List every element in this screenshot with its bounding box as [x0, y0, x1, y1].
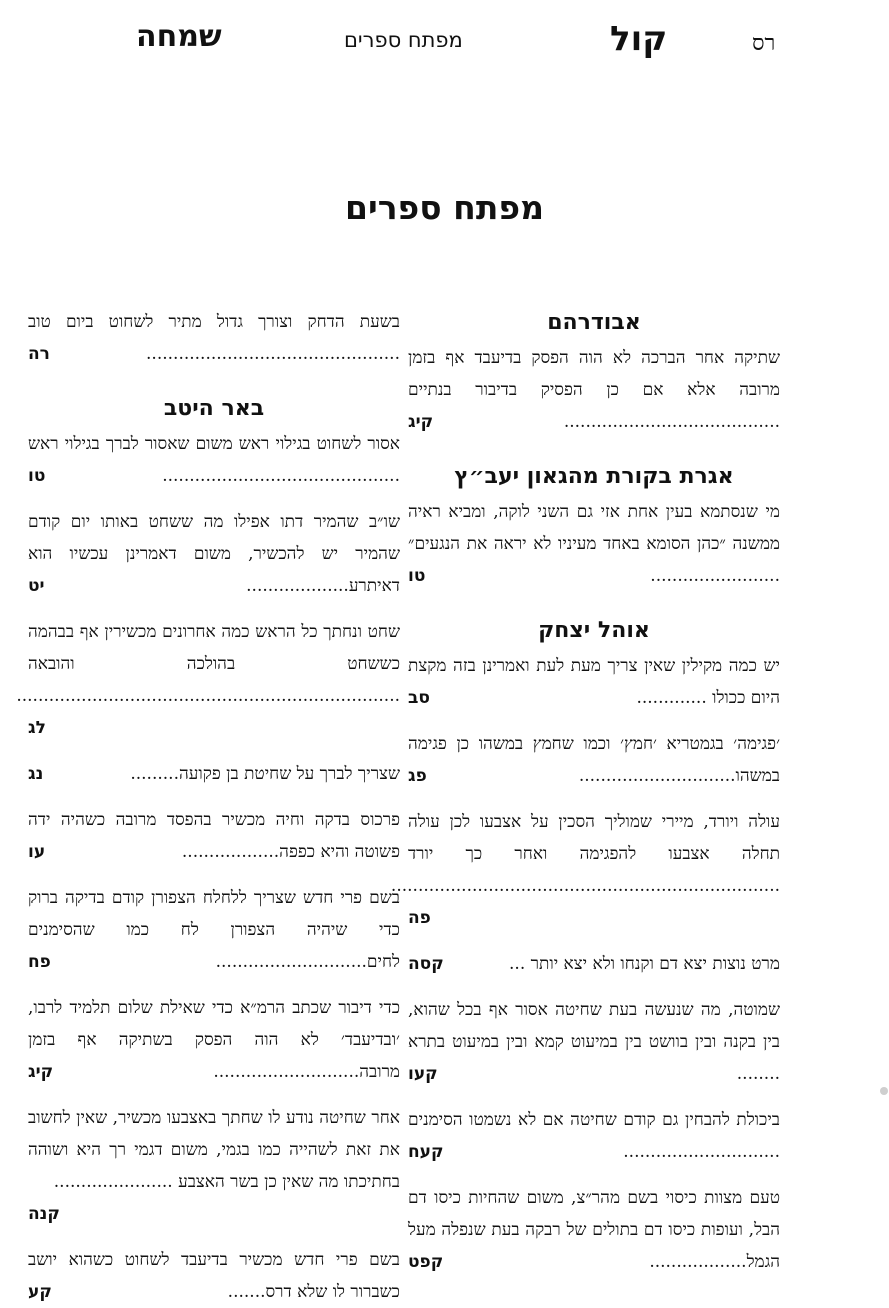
page-reference: קיג	[28, 1062, 54, 1082]
page-reference: קעח	[408, 1142, 444, 1162]
index-section	[16, 392, 400, 1308]
entry-text: ׳פגימה׳ בגמטריא ׳חמץ׳ וכמו שחמץ במשהו כן פגימה במשהו.............................	[408, 734, 780, 786]
index-entry	[408, 994, 780, 1090]
index-entry	[28, 882, 400, 978]
page-reference: עו	[28, 842, 46, 862]
series-title-part-2: שמחה	[136, 19, 222, 54]
entry-text: בשם פרי חדש שצריך ללחלח הצפורן קודם בדיקה ברוק כדי שיהיה הצפורן לח כמו שהסימנים לחים............................	[28, 888, 400, 972]
page-number: רס	[752, 30, 776, 55]
index-entry	[408, 728, 780, 792]
page-reference: סב	[408, 688, 430, 708]
entry-text: עולה ויורד, מיירי שמוליך הסכין על אצבעו לכן עולה תחלה אצבעו להפגימה ואחר כך יורד ........................................................................	[390, 812, 780, 896]
index-section	[408, 460, 780, 592]
page-reference: קפט	[408, 1252, 444, 1272]
entry-text: מרט נוצות יצא דם וקנחו ולא יצא יותר ...	[509, 954, 780, 974]
index-entry	[28, 804, 400, 868]
entry-text: בשם פרי חדש מכשיר בדיעבד לשחוט כשהוא יושב כשברור לו שלא דרס.......	[28, 1250, 400, 1302]
entry-text: טעם מצוות כיסוי בשם מהר״צ, משום שהחיות כיסו דם הבל, ועופות כיסו דם בתולים של רבקה בעת שנפלה מעל הגמל..................	[408, 1188, 780, 1272]
index-entry	[408, 1182, 780, 1278]
page-reference: קעו	[408, 1064, 438, 1084]
series-title-part-1: קול	[610, 19, 668, 59]
entry-text: שמוטה, מה שנעשה בעת שחיטה אסור אף בכל שהוא, בין בקנה ובין בוושט בין במיעוט קמא ובין במיעוט בתרא ........	[408, 1000, 780, 1084]
page-reference: טו	[408, 566, 426, 586]
running-head	[0, 19, 889, 66]
page-title: מפתח ספרים	[345, 188, 544, 227]
entry-text: מי שנסתמא בעין אחת אזי גם השני לוקה, ומביא ראיה ממשנה ״כהן הסומא באחד מעיניו לא יראה את הנגעים״ ........................	[408, 502, 780, 586]
page-reference: לג	[28, 718, 46, 738]
index-entry	[28, 306, 400, 370]
index-entry	[408, 650, 780, 714]
index-section	[408, 306, 780, 438]
entry-text: אסור לשחוט בגילוי ראש משום שאסור לברך בגילוי ראש ............................................	[28, 434, 400, 486]
index-entry	[28, 1244, 400, 1308]
index-entry	[408, 342, 780, 438]
index-entry	[28, 758, 400, 790]
entry-text: שו״ב שהמיר דתו אפילו מה ששחט באותו יום קודם שהמיר יש להכשיר, משום דאמרינן עכשיו הוא דאיתרע...................	[28, 512, 400, 596]
page-reference: קסה	[408, 954, 444, 974]
entry-text: בשעת הדחק וצורך גדול מתיר לשחוט ביום טוב ...............................................	[28, 312, 400, 364]
page-reference: פח	[28, 952, 51, 972]
page-reference: קיג	[408, 412, 434, 432]
section-heading: אוהל יצחק	[538, 618, 650, 643]
index-entry	[28, 992, 400, 1088]
entry-text: פרכוס בדקה וחיה מכשיר בהפסד מרובה כשהיה ידה פשוטה והיא כפפה..................	[28, 810, 400, 862]
index-entry	[408, 1104, 780, 1168]
entry-text: שצריך לברך על שחיטת בן פקועה.........	[130, 764, 400, 784]
page-reference: קנה	[28, 1204, 60, 1224]
entry-text: יש כמה מקילין שאין צריך מעת לעת ואמרינן בזה מקצת היום ככולו .............	[408, 656, 780, 708]
page-reference: יט	[28, 576, 45, 596]
page-reference: קע	[28, 1282, 52, 1302]
section-heading: אגרת בקורת מהגאון יעב״ץ	[454, 464, 734, 489]
margin-dot	[880, 1087, 888, 1095]
page-reference: פג	[408, 766, 427, 786]
entry-text: שחט ונחתך כל הראש כמה אחרונים מכשירין אף בבהמה כששחט בהולכה והובאה .......................................................................	[16, 622, 400, 706]
index-entry	[390, 806, 780, 934]
page-reference: נג	[28, 764, 44, 784]
index-section	[28, 306, 400, 370]
index-entry	[28, 428, 400, 492]
entry-text: שתיקה אחר הברכה לא הוה הפסק בדיעבד אף בזמן מרובה אלא אם כן הפסיק בדיבור בנתיים ........................................	[408, 348, 780, 432]
index-entry	[16, 616, 400, 744]
entry-text: אחר שחיטה נודע לו שחתך באצבעו מכשיר, שאין לחשוב את זאת לשהייה כמו בגמי, משום דגמי רך היא ושוהה בחתיכתו מה שאין כן בשר האצבע ......................	[28, 1108, 400, 1192]
entry-text: ביכולת להבחין גם קודם שחיטה אם לא נשמטו הסימנים .............................	[408, 1110, 780, 1162]
section-heading: אבודרהם	[547, 310, 641, 335]
section-heading: באר היטב	[163, 396, 265, 421]
index-entry	[408, 496, 780, 592]
page-reference: רה	[28, 344, 50, 364]
page-reference: טו	[28, 466, 46, 486]
left-column	[16, 306, 400, 1308]
page-reference: פה	[408, 908, 431, 928]
index-entry	[28, 506, 400, 602]
entry-text: כדי דיבור שכתב הרמ״א כדי שאילת שלום תלמיד לרבו, ׳ובדיעבד׳ לא הוה הפסק בשתיקה אף בזמן מרובה...........................	[28, 998, 400, 1082]
running-book-title: מפתח ספרים	[344, 28, 463, 52]
index-section	[390, 614, 780, 1278]
index-entry	[408, 948, 780, 980]
right-column	[390, 306, 780, 1278]
index-entry	[28, 1102, 400, 1230]
